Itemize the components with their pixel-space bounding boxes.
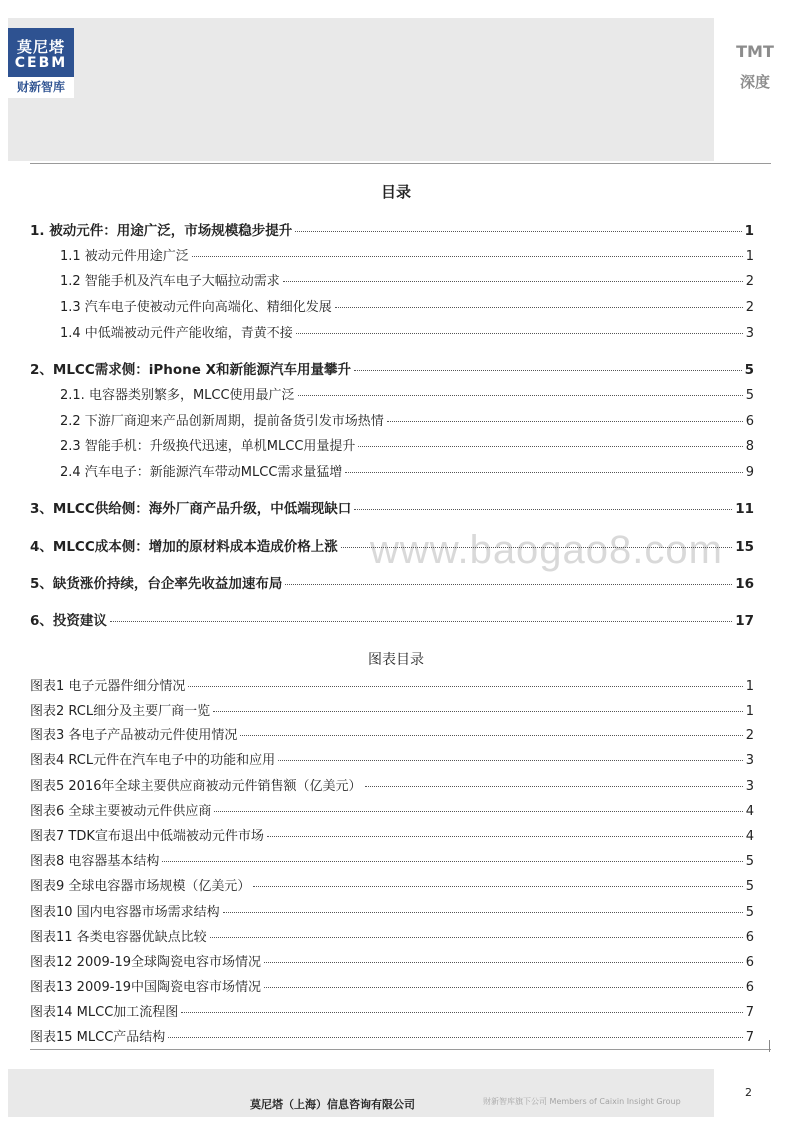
figure-page: 1 — [745, 679, 754, 694]
figure-label: 图表5 2016年全球主要供应商被动元件销售额（亿美元） — [30, 779, 362, 794]
dot-leader — [341, 547, 732, 548]
dot-leader — [188, 686, 742, 687]
toc-page: 9 — [745, 465, 754, 480]
figure-entry-6[interactable] — [30, 800, 754, 819]
content-divider — [30, 1049, 771, 1050]
dot-leader — [267, 836, 743, 837]
toc-section-2[interactable] — [30, 358, 754, 378]
header-divider — [30, 163, 771, 164]
dot-leader — [214, 811, 742, 812]
figure-label: 图表2 RCL细分及主要厂商一览 — [30, 704, 211, 719]
figure-entry-1[interactable] — [30, 675, 754, 694]
toc-page: 16 — [735, 576, 754, 592]
logo-sub-text: 财新智库 — [8, 77, 74, 98]
footer-company: 莫尼塔（上海）信息咨询有限公司 — [250, 1098, 415, 1111]
figure-page: 7 — [745, 1005, 754, 1020]
toc-subsection-1-4[interactable] — [60, 322, 754, 341]
figure-page: 4 — [745, 804, 754, 819]
cebm-logo — [8, 28, 74, 98]
figures-title: 图表目录 — [368, 652, 424, 668]
toc-label: 2.2 下游厂商迎来产品创新周期，提前备货引发市场热情 — [60, 414, 384, 429]
figure-label: 图表8 电容器基本结构 — [30, 854, 160, 869]
dot-leader — [354, 509, 732, 510]
dot-leader — [283, 281, 743, 282]
figure-page: 4 — [745, 829, 754, 844]
toc-subsection-1-1[interactable] — [60, 245, 754, 264]
toc-page: 8 — [745, 439, 754, 454]
toc-page: 2 — [745, 300, 754, 315]
dot-leader — [192, 256, 743, 257]
figure-label: 图表10 国内电容器市场需求结构 — [30, 905, 220, 920]
dot-leader — [213, 711, 743, 712]
toc-page: 5 — [745, 388, 754, 403]
toc-section-3[interactable] — [30, 497, 754, 517]
report-type: 深度 — [739, 73, 770, 91]
toc-subsection-2-3[interactable] — [60, 435, 754, 454]
figure-entry-15[interactable] — [30, 1026, 754, 1045]
figure-label: 图表4 RCL元件在汽车电子中的功能和应用 — [30, 753, 276, 768]
figure-entry-3[interactable] — [30, 724, 754, 743]
dot-leader — [365, 786, 743, 787]
toc-page: 3 — [745, 326, 754, 341]
figure-page: 5 — [745, 854, 754, 869]
dot-leader — [162, 861, 742, 862]
report-category: TMT — [736, 42, 774, 61]
dot-leader — [110, 621, 732, 622]
watermark: www.baogao8.com — [370, 528, 723, 572]
figure-entry-7[interactable] — [30, 825, 754, 844]
figure-label: 图表15 MLCC产品结构 — [30, 1030, 166, 1045]
toc-section-4[interactable] — [30, 535, 754, 555]
figure-label: 图表9 全球电容器市场规模（亿美元） — [30, 879, 251, 894]
toc-label: 1.2 智能手机及汽车电子大幅拉动需求 — [60, 274, 280, 289]
dot-leader — [264, 962, 743, 963]
dot-leader — [278, 760, 743, 761]
dot-leader — [335, 307, 743, 308]
toc-label: 1. 被动元件：用途广泛，市场规模稳步提升 — [30, 223, 293, 239]
toc-section-6[interactable] — [30, 609, 754, 629]
figure-page: 5 — [745, 879, 754, 894]
dot-leader — [285, 584, 732, 585]
dot-leader — [354, 370, 742, 371]
page-number: 2 — [745, 1086, 752, 1099]
footer-group-note: 财新智库旗下公司 Members of Caixin Insight Group — [483, 1097, 681, 1106]
toc-subsection-1-2[interactable] — [60, 270, 754, 289]
figure-entry-4[interactable] — [30, 749, 754, 768]
figure-page: 6 — [745, 980, 754, 995]
figure-label: 图表11 各类电容器优缺点比较 — [30, 930, 207, 945]
dot-leader — [295, 231, 741, 232]
toc-page: 6 — [745, 414, 754, 429]
dot-leader — [223, 912, 743, 913]
figure-entry-2[interactable] — [30, 700, 754, 719]
figure-entry-10[interactable] — [30, 901, 754, 920]
toc-subsection-2-1[interactable] — [60, 384, 754, 403]
toc-label: 1.4 中低端被动元件产能收缩，青黄不接 — [60, 326, 293, 341]
figure-page: 5 — [745, 905, 754, 920]
dot-leader — [387, 421, 743, 422]
toc-section-5[interactable] — [30, 572, 754, 592]
figure-page: 7 — [745, 1030, 754, 1045]
toc-page: 11 — [735, 501, 754, 517]
dot-leader — [240, 735, 742, 736]
toc-subsection-2-4[interactable] — [60, 461, 754, 480]
logo-cn-text: 莫尼塔 — [16, 38, 65, 56]
toc-subsection-2-2[interactable] — [60, 410, 754, 429]
figure-label: 图表6 全球主要被动元件供应商 — [30, 804, 212, 819]
figure-page: 3 — [745, 753, 754, 768]
toc-title: 目录 — [380, 183, 411, 201]
toc-page: 2 — [745, 274, 754, 289]
toc-page: 1 — [745, 249, 754, 264]
toc-label: 2.4 汽车电子：新能源汽车带动MLCC需求量猛增 — [60, 465, 343, 480]
figure-entry-14[interactable] — [30, 1001, 754, 1020]
dot-leader — [168, 1037, 742, 1038]
figure-entry-5[interactable] — [30, 775, 754, 794]
figure-entry-13[interactable] — [30, 976, 754, 995]
toc-page: 15 — [735, 539, 754, 555]
dot-leader — [210, 937, 743, 938]
figure-label: 图表7 TDK宣布退出中低端被动元件市场 — [30, 829, 264, 844]
toc-label: 1.3 汽车电子使被动元件向高端化、精细化发展 — [60, 300, 332, 315]
figure-entry-11[interactable] — [30, 926, 754, 945]
toc-label: 1.1 被动元件用途广泛 — [60, 249, 189, 264]
toc-label: 4、MLCC成本侧：增加的原材料成本造成价格上涨 — [30, 539, 338, 555]
dot-leader — [253, 886, 742, 887]
figure-entry-12[interactable] — [30, 951, 754, 970]
toc-label: 2.3 智能手机：升级换代迅速，单机MLCC用量提升 — [60, 439, 356, 454]
figure-page: 6 — [745, 955, 754, 970]
toc-label: 6、投资建议 — [30, 613, 107, 629]
figure-label: 图表12 2009-19全球陶瓷电容市场情况 — [30, 955, 261, 970]
figure-label: 图表3 各电子产品被动元件使用情况 — [30, 728, 238, 743]
header-bar — [8, 18, 714, 161]
figure-page: 1 — [745, 704, 754, 719]
toc-label: 2、MLCC需求侧：iPhone X和新能源汽车用量攀升 — [30, 362, 352, 378]
dot-leader — [296, 333, 743, 334]
toc-subsection-1-3[interactable] — [60, 296, 754, 315]
dot-leader — [264, 987, 743, 988]
toc-page: 17 — [735, 613, 754, 629]
toc-label: 3、MLCC供给侧：海外厂商产品升级，中低端现缺口 — [30, 501, 352, 517]
toc-label: 5、缺货涨价持续，台企率先收益加速布局 — [30, 576, 283, 592]
dot-leader — [298, 395, 743, 396]
toc-label: 2.1. 电容器类别繁多，MLCC使用最广泛 — [60, 388, 295, 403]
figure-entry-9[interactable] — [30, 875, 754, 894]
page-margin-mark — [769, 1040, 770, 1052]
figure-label: 图表13 2009-19中国陶瓷电容市场情况 — [30, 980, 261, 995]
toc-page: 1 — [744, 223, 754, 239]
dot-leader — [345, 472, 742, 473]
figure-entry-8[interactable] — [30, 850, 754, 869]
figure-label: 图表1 电子元器件细分情况 — [30, 679, 186, 694]
logo-en-text: CEBM — [14, 55, 68, 71]
figure-page: 6 — [745, 930, 754, 945]
toc-section-1[interactable] — [30, 219, 754, 239]
dot-leader — [358, 446, 742, 447]
toc-page: 5 — [744, 362, 754, 378]
figure-page: 2 — [745, 728, 754, 743]
dot-leader — [181, 1012, 742, 1013]
figure-label: 图表14 MLCC加工流程图 — [30, 1005, 179, 1020]
figure-page: 3 — [745, 779, 754, 794]
